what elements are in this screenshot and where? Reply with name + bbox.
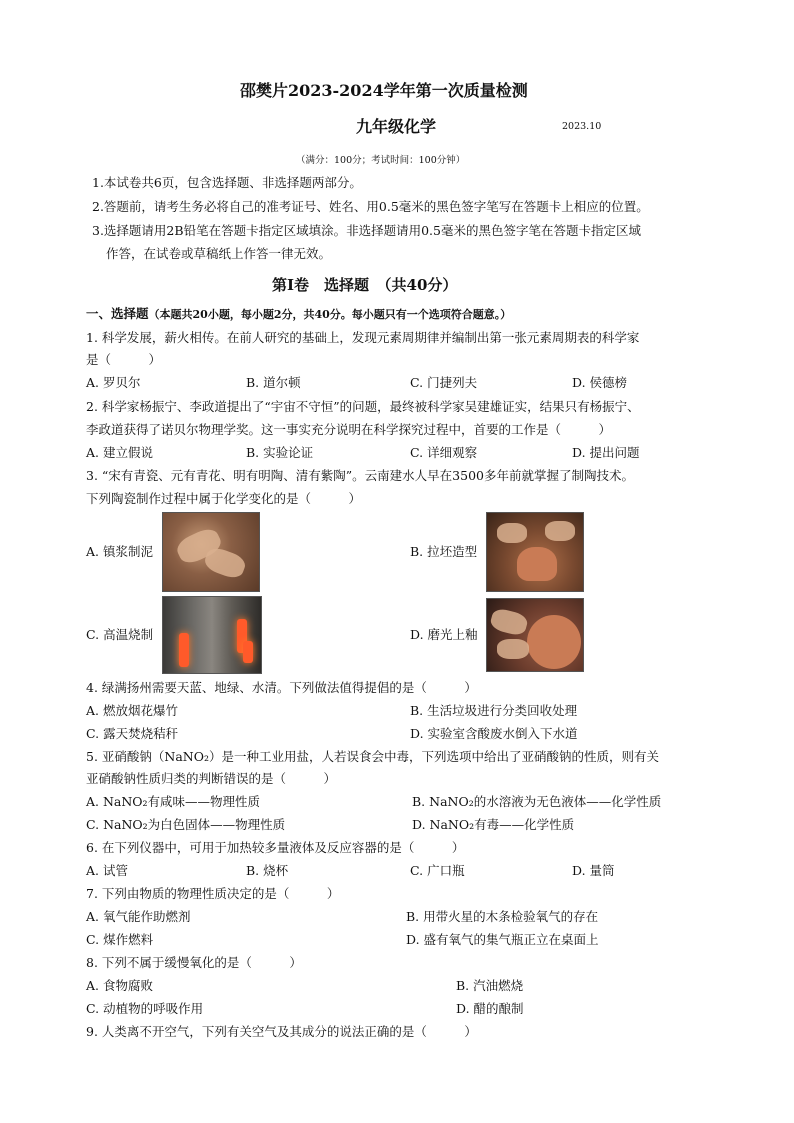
q1-option-d: D. 侯德榜 xyxy=(572,375,628,390)
q1-option-c: C. 门捷列夫 xyxy=(410,375,478,390)
q5-option-d: D. NaNO₂有毒——化学性质 xyxy=(412,817,575,832)
q9-stem: 9. 人类离不开空气，下列有关空气及其成分的说法正确的是（ ） xyxy=(86,1024,477,1039)
section-heading: 一、选择题 xyxy=(86,306,149,321)
section-heading-row xyxy=(86,305,511,324)
instruction-2: 2.答题前，请考生务必将自己的准考证号、姓名、用0.5毫米的黑色签字笔写在答题卡上相应的位置。 xyxy=(92,199,649,214)
q4-option-b: B. 生活垃圾进行分类回收处理 xyxy=(410,703,578,718)
section-title: 第Ⅰ卷 选择题 （共40分） xyxy=(272,276,458,294)
q3-option-a: A. 镇浆制泥 xyxy=(86,544,153,559)
q1-stem-2: 是（ ） xyxy=(86,352,162,367)
kneading-clay-image xyxy=(162,512,260,592)
kiln-firing-image xyxy=(162,596,262,674)
q6-option-a: A. 试管 xyxy=(86,863,128,878)
q1-option-a: A. 罗贝尔 xyxy=(86,375,141,390)
polishing-glaze-image xyxy=(486,598,584,672)
q6-option-c: C. 广口瓶 xyxy=(410,863,465,878)
instruction-3: 3.选择题请用2B铅笔在答题卡指定区域填涂。非选择题请用0.5毫米的黑色签字笔在答题卡指定区域 xyxy=(92,223,641,238)
exam-meta: （满分：100分；考试时间：100分钟） xyxy=(296,155,466,166)
q8-stem: 8. 下列不属于缓慢氧化的是（ ） xyxy=(86,955,302,970)
q4-option-c: C. 露天焚烧秸秆 xyxy=(86,726,179,741)
q5-option-b: B. NaNO₂的水溶液为无色液体——化学性质 xyxy=(412,794,662,809)
q3-stem-2: 下列陶瓷制作过程中属于化学变化的是（ ） xyxy=(86,491,362,506)
q5-option-c: C. NaNO₂为白色固体——物理性质 xyxy=(86,817,286,832)
q2-option-c: C. 详细观察 xyxy=(410,445,478,460)
q5-stem-2: 亚硝酸钠性质归类的判断错误的是（ ） xyxy=(86,771,337,786)
q8-option-d: D. 醋的酿制 xyxy=(456,1001,524,1016)
q2-option-a: A. 建立假说 xyxy=(86,445,153,460)
instruction-3-cont: 作答，在试卷或草稿纸上作答一律无效。 xyxy=(106,246,332,261)
q1-option-b: B. 道尔顿 xyxy=(246,375,301,390)
instruction-1: 1.本试卷共6页，包含选择题、非选择题两部分。 xyxy=(92,175,362,190)
exam-title: 邵樊片2023-2024学年第一次质量检测 xyxy=(240,81,528,100)
q3-stem-1: 3. “宋有青瓷、元有青花、明有明陶、清有紫陶”。云南建水人早在3500多年前就掌握了制陶技术。 xyxy=(86,468,634,483)
q4-stem: 4. 绿满扬州需要天蓝、地绿、水清。下列做法值得提倡的是（ ） xyxy=(86,680,477,695)
q3-option-d: D. 磨光上釉 xyxy=(410,627,478,642)
q4-option-d: D. 实验室含酸废水倒入下水道 xyxy=(410,726,578,741)
exam-date: 2023.10 xyxy=(562,121,602,132)
q8-option-b: B. 汽油燃烧 xyxy=(456,978,524,993)
q2-stem-2: 李政道获得了诺贝尔物理学奖。这一事实充分说明在科学探究过程中，首要的工作是（ ） xyxy=(86,422,612,437)
q7-stem: 7. 下列由物质的物理性质决定的是（ ） xyxy=(86,886,340,901)
subject-title: 九年级化学 xyxy=(356,117,437,136)
q6-option-b: B. 烧杯 xyxy=(246,863,289,878)
q1-stem-1: 1. 科学发展，薪火相传。在前人研究的基础上，发现元素周期律并编制出第一张元素周期表的科学家 xyxy=(86,330,640,345)
q4-option-a: A. 燃放烟花爆竹 xyxy=(86,703,178,718)
q6-stem: 6. 在下列仪器中，可用于加热较多量液体及反应容器的是（ ） xyxy=(86,840,465,855)
q8-option-a: A. 食物腐败 xyxy=(86,978,153,993)
q2-stem-1: 2. 科学家杨振宁、李政道提出了“宇宙不守恒”的问题，最终被科学家吴建雄证实，结果只有杨振宁、 xyxy=(86,399,640,414)
q7-option-d: D. 盛有氧气的集气瓶正立在桌面上 xyxy=(406,932,599,947)
section-note: （本题共20小题，每小题2分，共40分。每小题只有一个选项符合题意。） xyxy=(148,308,512,321)
q5-option-a: A. NaNO₂有咸味——物理性质 xyxy=(86,794,261,809)
q6-option-d: D. 量筒 xyxy=(572,863,615,878)
q2-option-d: D. 提出问题 xyxy=(572,445,640,460)
q5-stem-1: 5. 亚硝酸钠（NaNO₂）是一种工业用盐，人若误食会中毒，下列选项中给出了亚硝酸钠的性质，则有关 xyxy=(86,749,659,764)
throwing-pottery-image xyxy=(486,512,584,592)
q8-option-c: C. 动植物的呼吸作用 xyxy=(86,1001,204,1016)
q2-option-b: B. 实验论证 xyxy=(246,445,314,460)
q7-option-a: A. 氧气能作助燃剂 xyxy=(86,909,191,924)
q7-option-c: C. 煤作燃料 xyxy=(86,932,154,947)
q3-option-b: B. 拉坯造型 xyxy=(410,544,478,559)
q7-option-b: B. 用带火星的木条检验氧气的存在 xyxy=(406,909,599,924)
q3-option-c: C. 高温烧制 xyxy=(86,627,154,642)
